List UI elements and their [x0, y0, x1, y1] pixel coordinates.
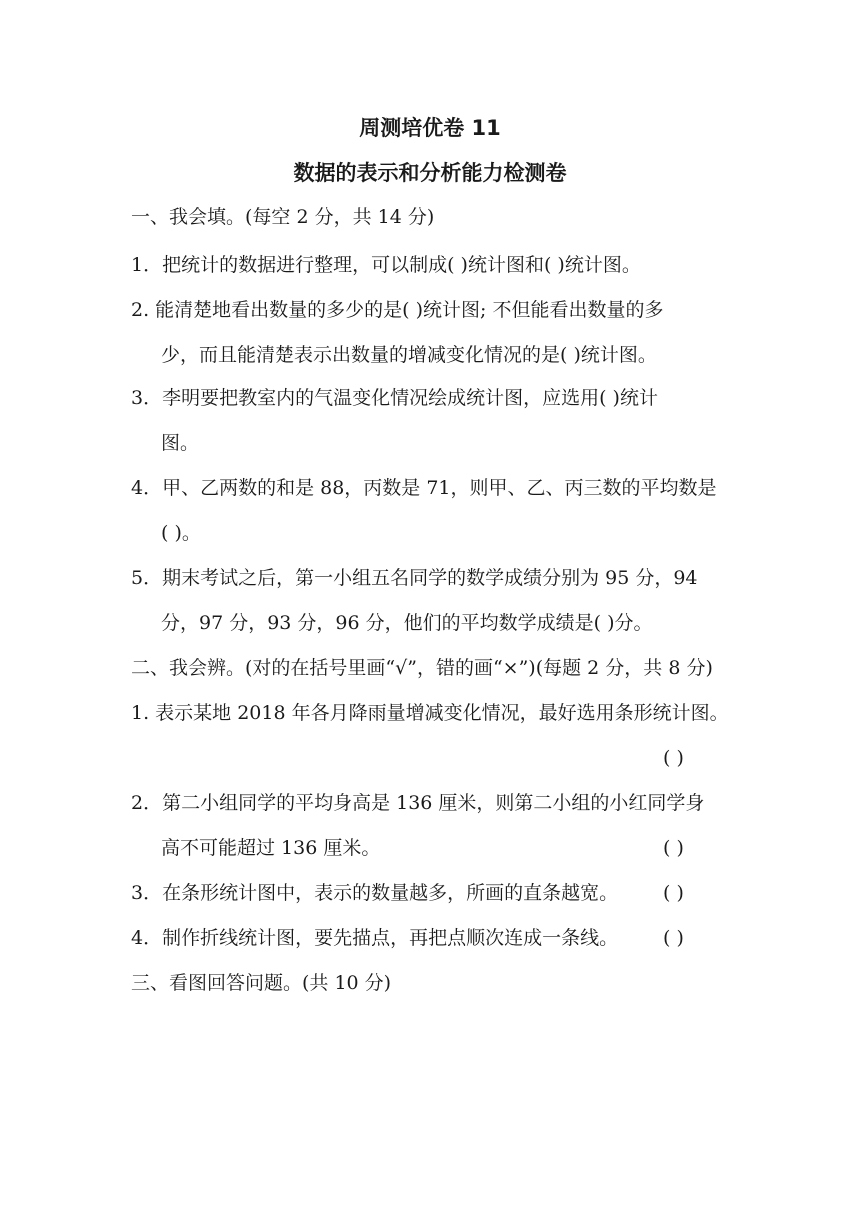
- question-2-4: 4．制作折线统计图，要先描点，再把点顺次连成一条线。: [131, 927, 619, 949]
- question-1-3-line2: 图。: [161, 432, 200, 454]
- question-2-1-line1: 1. 表示某地 2018 年各月降雨量增减变化情况，最好选用条形统计图。: [131, 702, 729, 724]
- question-1-5-line1: 5．期末考试之后，第一小组五名同学的数学成绩分别为 95 分，94: [131, 567, 698, 589]
- page-title: 周测培优卷 11: [359, 116, 501, 140]
- question-1-4-line2: ( )。: [161, 522, 201, 544]
- question-1-3-line1: 3．李明要把教室内的气温变化情况绘成统计图，应选用( )统计: [131, 387, 658, 409]
- answer-paren-2-3: ( ): [663, 882, 684, 904]
- section-1-heading: 一、我会填。(每空 2 分，共 14 分): [131, 206, 435, 228]
- answer-paren-2-4: ( ): [663, 927, 684, 949]
- question-1-2-line2: 少，而且能清楚表示出数量的增减变化情况的是( )统计图。: [161, 344, 657, 366]
- question-2-2-line2: 高不可能超过 136 厘米。: [161, 837, 381, 859]
- answer-paren-2-2: ( ): [663, 837, 684, 859]
- question-1-2-line1: 2. 能清楚地看出数量的多少的是( )统计图; 不但能看出数量的多: [131, 299, 664, 321]
- question-1-4-line1: 4．甲、乙两数的和是 88，丙数是 71，则甲、乙、丙三数的平均数是: [131, 477, 717, 499]
- question-2-3: 3．在条形统计图中，表示的数量越多，所画的直条越宽。: [131, 882, 619, 904]
- answer-paren-2-1: ( ): [663, 747, 684, 769]
- section-2-heading: 二、我会辨。(对的在括号里画“√”，错的画“×”)(每题 2 分，共 8 分): [131, 657, 713, 679]
- question-1-1: 1．把统计的数据进行整理，可以制成( )统计图和( )统计图。: [131, 254, 641, 276]
- question-1-5-line2: 分，97 分，93 分，96 分，他们的平均数学成绩是( )分。: [161, 612, 653, 634]
- section-3-heading: 三、看图回答问题。(共 10 分): [131, 972, 392, 994]
- question-2-2-line1: 2．第二小组同学的平均身高是 136 厘米，则第二小组的小红同学身: [131, 792, 705, 814]
- page-subtitle: 数据的表示和分析能力检测卷: [293, 161, 567, 185]
